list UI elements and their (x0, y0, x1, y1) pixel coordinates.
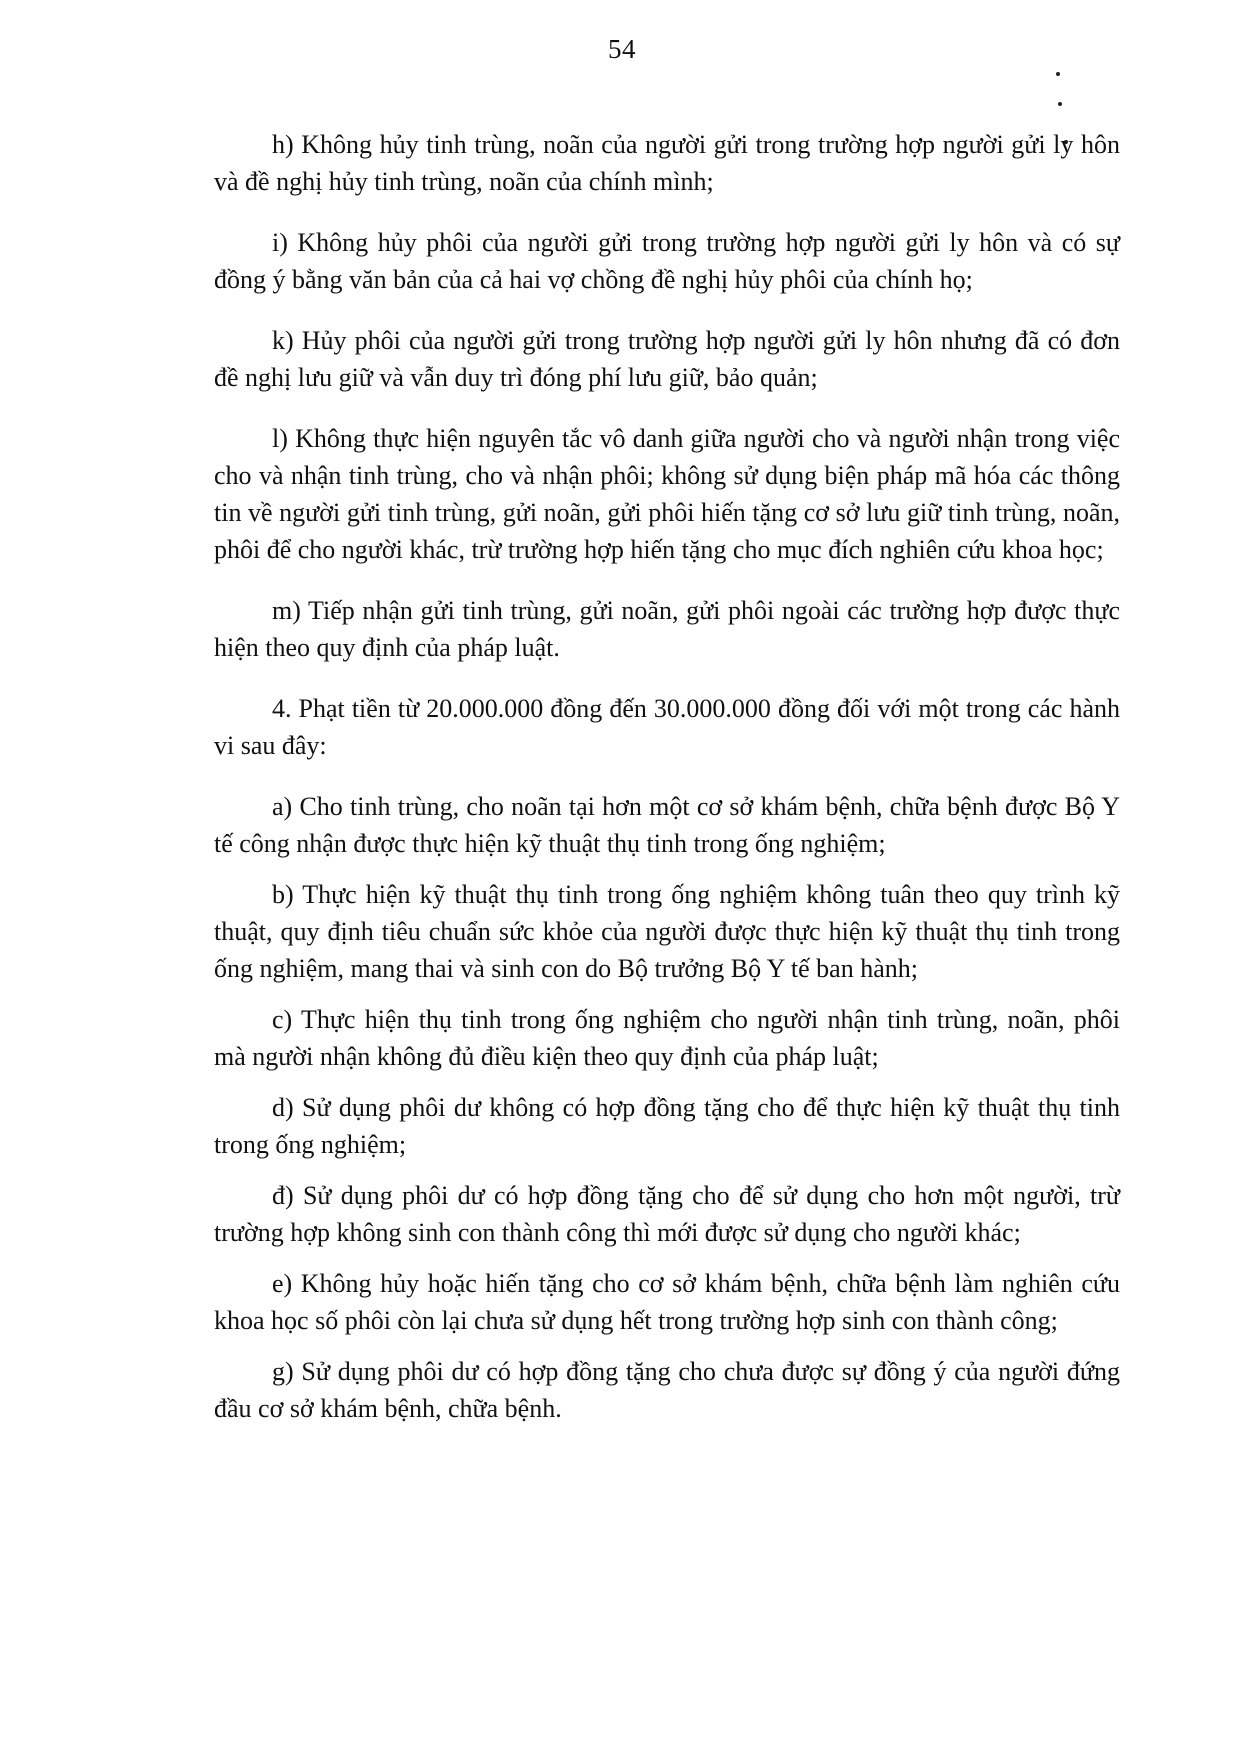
clause-dd: đ) Sử dụng phôi dư có hợp đồng tặng cho để sử dụng cho hơn một người, trừ trường hợp không sinh con thành công thì mới được sử dụng cho người khác; (214, 1181, 1120, 1247)
clause-b: b) Thực hiện kỹ thuật thụ tinh trong ống nghiệm không tuân theo quy trình kỹ thuật, quy định tiêu chuẩn sức khỏe của người được thực hiện kỹ thuật thụ tinh trong ống nghiệm, mang thai và sinh con do Bộ trưởng Bộ Y tế ban hành; (214, 880, 1120, 983)
clause-c: c) Thực hiện thụ tinh trong ống nghiệm cho người nhận tinh trùng, noãn, phôi mà người nhận không đủ điều kiện theo quy định của pháp luật; (214, 1005, 1120, 1071)
page-number: 54 (608, 34, 636, 64)
clause-a: a) Cho tinh trùng, cho noãn tại hơn một cơ sở khám bệnh, chữa bệnh được Bộ Y tế công nhận được thực hiện kỹ thuật thụ tinh trong ống nghiệm; (214, 792, 1120, 858)
clause-e: e) Không hủy hoặc hiến tặng cho cơ sở khám bệnh, chữa bệnh làm nghiên cứu khoa học số phôi còn lại chưa sử dụng hết trong trường hợp sinh con thành công; (214, 1269, 1120, 1335)
clause-d: d) Sử dụng phôi dư không có hợp đồng tặng cho để thực hiện kỹ thuật thụ tinh trong ống nghiệm; (214, 1093, 1120, 1159)
body-text (214, 126, 1120, 1441)
scan-speck (1056, 72, 1060, 76)
clause-g: g) Sử dụng phôi dư có hợp đồng tặng cho chưa được sự đồng ý của người đứng đầu cơ sở khám bệnh, chữa bệnh. (214, 1357, 1120, 1423)
section-4-intro: 4. Phạt tiền từ 20.000.000 đồng đến 30.000.000 đồng đối với một trong các hành vi sau đây: (214, 694, 1120, 760)
clause-l: l) Không thực hiện nguyên tắc vô danh giữa người cho và người nhận trong việc cho và nhận tinh trùng, cho và nhận phôi; không sử dụng biện pháp mã hóa các thông tin về người gửi tinh trùng, gửi noãn, gửi phôi hiến tặng cơ sở lưu giữ tinh trùng, noãn, phôi để cho người khác, trừ trường hợp hiến tặng cho mục đích nghiên cứu khoa học; (214, 424, 1120, 564)
clause-h: h) Không hủy tinh trùng, noãn của người gửi trong trường hợp người gửi ly hôn và đề nghị hủy tinh trùng, noãn của chính mình; (214, 130, 1120, 196)
clause-i: i) Không hủy phôi của người gửi trong trường hợp người gửi ly hôn và có sự đồng ý bằng văn bản của cả hai vợ chồng đề nghị hủy phôi của chính họ; (214, 228, 1120, 294)
clause-k: k) Hủy phôi của người gửi trong trường hợp người gửi ly hôn nhưng đã có đơn đề nghị lưu giữ và vẫn duy trì đóng phí lưu giữ, bảo quản; (214, 326, 1120, 392)
clause-m: m) Tiếp nhận gửi tinh trùng, gửi noãn, gửi phôi ngoài các trường hợp được thực hiện theo quy định của pháp luật. (214, 596, 1120, 662)
scan-speck (1058, 102, 1062, 106)
